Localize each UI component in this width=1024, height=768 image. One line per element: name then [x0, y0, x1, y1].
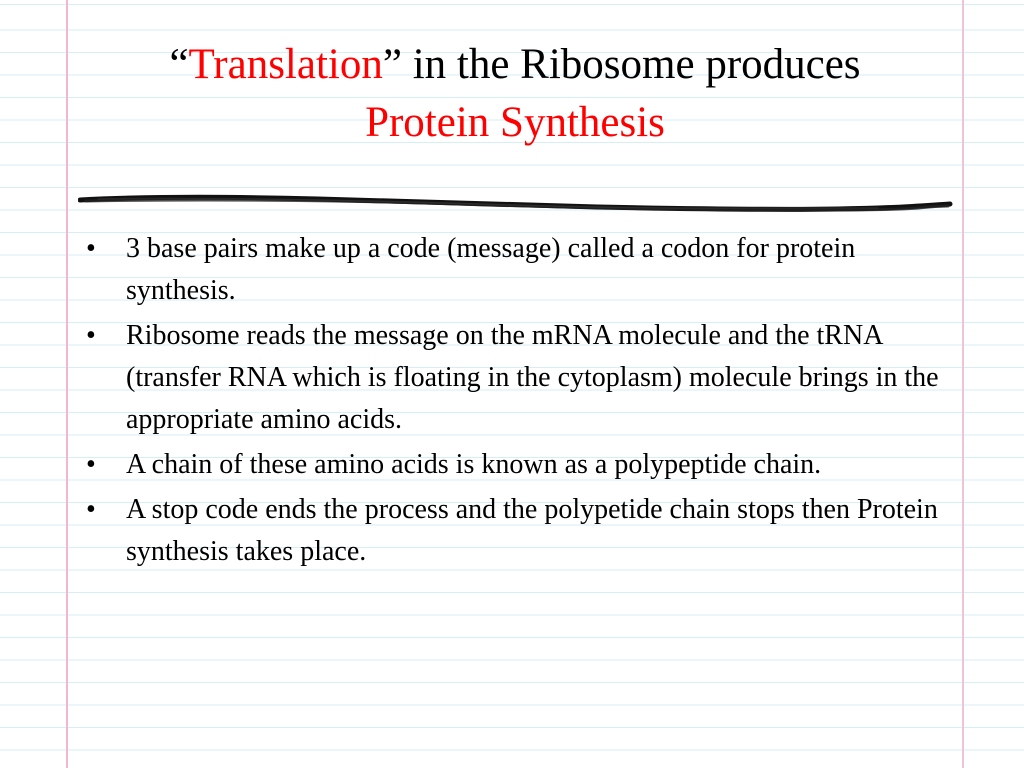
- title-open-quote: “: [169, 41, 189, 88]
- bullet-text: 3 base pairs make up a code (message) called a codon for protein synthesis.: [126, 233, 856, 306]
- bullet-dot: •: [86, 494, 96, 525]
- notebook-margin-line-right: [962, 0, 964, 768]
- bullet-text: A stop code ends the process and the polypetide chain stops then Protein synthesis takes place.: [126, 494, 938, 567]
- bullet-item: [82, 228, 952, 312]
- bullet-item: [82, 315, 952, 441]
- brush-stroke-divider: [78, 188, 954, 218]
- notebook-margin-line-left: [66, 0, 68, 768]
- bullet-dot: •: [86, 320, 96, 351]
- title-line-1: [70, 36, 960, 94]
- bullet-dot: •: [86, 449, 96, 480]
- bullet-item: [82, 489, 952, 573]
- title-rest: ” in the Ribosome produces: [382, 41, 861, 88]
- bullet-list: [82, 228, 952, 576]
- slide-title: [70, 36, 960, 152]
- bullet-dot: •: [86, 233, 96, 264]
- title-line-2: Protein Synthesis: [365, 99, 665, 146]
- title-accent-word: Translation: [188, 41, 383, 88]
- bullet-text: Ribosome reads the message on the mRNA molecule and the tRNA (transfer RNA which is floating in the cytoplasm) molecule brings in the appropriate amino acids.: [126, 320, 939, 435]
- bullet-item: [82, 444, 952, 486]
- bullet-text: A chain of these amino acids is known as a polypeptide chain.: [126, 449, 822, 480]
